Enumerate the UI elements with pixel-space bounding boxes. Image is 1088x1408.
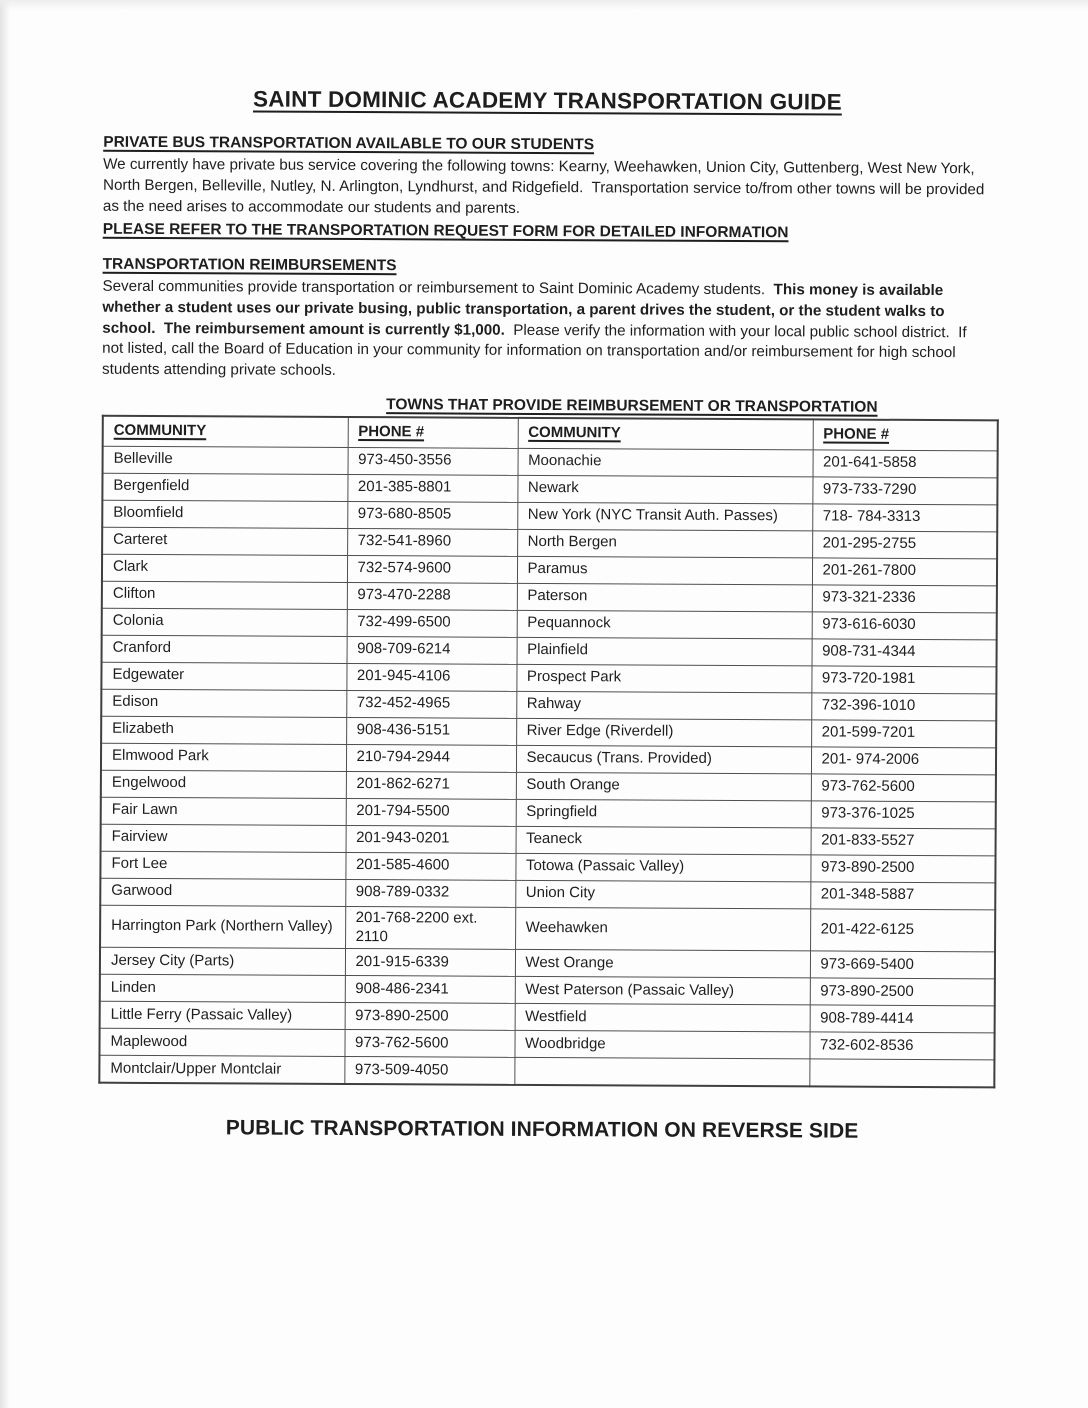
phone-cell: 973-680-8505	[347, 501, 517, 529]
phone-cell: 732-602-8536	[809, 1032, 994, 1060]
request-form-note: PLEASE REFER TO THE TRANSPORTATION REQUEST FORM FOR DETAILED INFORMATION	[102, 221, 789, 242]
phone-cell: 732-452-4965	[346, 690, 516, 718]
community-cell: Paramus	[517, 556, 812, 585]
phone-cell: 732-574-9600	[347, 555, 517, 583]
phone-cell: 973-762-5600	[344, 1030, 514, 1058]
phone-cell	[809, 1059, 994, 1087]
community-cell: Rahway	[516, 691, 811, 720]
phone-cell: 732-541-8960	[347, 528, 517, 556]
community-cell: Clark	[102, 554, 347, 582]
phone-cell: 973-762-5600	[811, 774, 996, 802]
community-cell: Elizabeth	[101, 716, 346, 744]
phone-cell: 201-599-7201	[811, 720, 996, 748]
community-cell: Fair Lawn	[101, 797, 346, 825]
phone-cell: 908-789-0332	[345, 879, 515, 907]
community-cell: Montclair/Upper Montclair	[99, 1055, 344, 1084]
community-cell: North Bergen	[517, 529, 812, 558]
community-cell: River Edge (Riverdell)	[516, 718, 811, 747]
section-reimbursements	[102, 254, 991, 385]
phone-cell: 732-396-1010	[811, 693, 996, 721]
phone-cell: 718- 784-3313	[812, 504, 997, 532]
phone-cell: 973-733-7290	[812, 477, 997, 505]
community-cell: Secaucus (Trans. Provided)	[516, 745, 811, 774]
community-cell: Harrington Park (Northern Valley)	[100, 905, 345, 949]
community-cell: Engelwood	[101, 770, 346, 798]
community-cell	[514, 1058, 809, 1087]
phone-cell: 201-348-5887	[810, 882, 995, 910]
phone-cell: 201-295-2755	[812, 531, 997, 559]
community-cell: Bloomfield	[102, 500, 347, 528]
phone-cell: 973-616-6030	[812, 612, 997, 640]
community-cell: Carteret	[102, 527, 347, 555]
community-cell: West Paterson (Passaic Valley)	[515, 977, 810, 1006]
community-cell: Newark	[517, 475, 812, 504]
phone-cell: 201-261-7800	[812, 558, 997, 586]
community-cell: New York (NYC Transit Auth. Passes)	[517, 502, 812, 531]
community-cell: Fairview	[101, 824, 346, 852]
community-cell: Teaneck	[516, 826, 811, 855]
col-header-community-1: COMMUNITY	[103, 415, 348, 447]
community-cell: West Orange	[515, 950, 810, 979]
phone-cell: 201-794-5500	[346, 798, 516, 826]
community-cell: Pequannock	[517, 610, 812, 639]
phone-cell: 908-709-6214	[347, 636, 517, 664]
private-bus-paragraph: We currently have private bus service covering the following towns: Kearny, Weehawken, Union City, Guttenberg, West New York, North Bergen, Belleville, Nutley, N. Arlington, Lyndhurst, and Ridgefield. Transportation service to/from other towns will be provided as the need arises to accommodate our students and parents.	[102, 156, 989, 217]
community-cell: Little Ferry (Passaic Valley)	[100, 1001, 345, 1029]
phone-cell: 201-768-2200 ext. 2110	[345, 906, 515, 949]
phone-cell: 973-321-2336	[812, 585, 997, 613]
col-header-community-2: COMMUNITY	[518, 418, 813, 450]
phone-cell: 908-436-5151	[346, 717, 516, 745]
phone-cell: 973-890-2500	[810, 855, 995, 883]
reimbursements-text-bold: This money is available whether a student uses our private busing, public transportation, a parent drives the student, or the student walks to school. The reimbursement amount is currently $1,000.	[102, 281, 949, 339]
table-title: TOWNS THAT PROVIDE REIMBURSEMENT OR TRANSPORTATION	[386, 395, 878, 416]
table-row	[100, 905, 995, 952]
reimbursements-paragraph	[102, 277, 991, 385]
community-cell: Linden	[100, 974, 345, 1002]
col-header-phone-2: PHONE #	[813, 419, 998, 450]
community-cell: Bergenfield	[102, 473, 347, 501]
phone-cell: 908-731-4344	[812, 639, 997, 667]
phone-cell: 201-385-8801	[347, 474, 517, 502]
phone-cell: 201-422-6125	[810, 909, 995, 952]
reimbursements-heading: TRANSPORTATION REIMBURSEMENTS	[102, 255, 397, 275]
phone-cell: 201-945-4106	[346, 663, 516, 691]
phone-cell: 732-499-6500	[347, 609, 517, 637]
table-row	[99, 1055, 994, 1087]
phone-cell: 201- 974-2006	[811, 747, 996, 775]
community-cell: Fort Lee	[100, 851, 345, 879]
community-cell: South Orange	[516, 772, 811, 801]
phone-cell: 201-833-5527	[811, 828, 996, 856]
section-private-bus	[103, 132, 992, 247]
phone-cell: 201-915-6339	[345, 949, 515, 977]
table-header-row	[103, 415, 998, 450]
community-cell: Prospect Park	[516, 664, 811, 693]
community-cell: Colonia	[102, 608, 347, 636]
community-cell: Cranford	[102, 635, 347, 663]
community-cell: Weehawken	[515, 907, 810, 951]
community-cell: Edgewater	[101, 662, 346, 690]
community-cell: Union City	[515, 880, 810, 909]
phone-cell: 973-450-3556	[348, 447, 518, 475]
community-cell: Springfield	[516, 799, 811, 828]
community-cell: Elmwood Park	[101, 743, 346, 771]
phone-cell: 973-470-2288	[347, 582, 517, 610]
community-cell: Belleville	[103, 446, 348, 474]
community-cell: Maplewood	[99, 1028, 344, 1056]
phone-cell: 908-486-2341	[345, 976, 515, 1004]
phone-cell: 201-943-0201	[346, 825, 516, 853]
community-cell: Westfield	[515, 1004, 810, 1033]
reimbursement-table	[98, 414, 998, 1088]
phone-cell: 973-890-2500	[810, 978, 995, 1006]
phone-cell: 973-890-2500	[345, 1003, 515, 1031]
phone-cell: 908-789-4414	[810, 1005, 995, 1033]
community-cell: Plainfield	[517, 637, 812, 666]
phone-cell: 973-669-5400	[810, 951, 995, 979]
phone-cell: 973-720-1981	[811, 666, 996, 694]
private-bus-heading: PRIVATE BUS TRANSPORTATION AVAILABLE TO OUR STUDENTS	[103, 133, 595, 154]
community-cell: Paterson	[517, 583, 812, 612]
community-cell: Clifton	[102, 581, 347, 609]
footer-note: PUBLIC TRANSPORTATION INFORMATION ON REVERSE SIDE	[225, 1116, 859, 1143]
community-cell: Woodbridge	[514, 1031, 809, 1060]
reimbursements-text-end: Please verify the information with your local public school district. If not listed, call the Board of Education in your community for information on transportation and/or reimbursement for high school students attending private schools.	[102, 321, 971, 380]
page-title: SAINT DOMINIC ACADEMY TRANSPORTATION GUIDE	[252, 86, 842, 115]
community-cell: Garwood	[100, 878, 345, 906]
phone-cell: 973-376-1025	[811, 801, 996, 829]
phone-cell: 201-641-5858	[813, 450, 998, 478]
phone-cell: 201-862-6271	[346, 771, 516, 799]
community-cell: Totowa (Passaic Valley)	[515, 853, 810, 882]
community-cell: Moonachie	[518, 448, 813, 477]
col-header-phone-1: PHONE #	[348, 417, 518, 448]
community-cell: Edison	[101, 689, 346, 717]
phone-cell: 201-585-4600	[345, 852, 515, 880]
phone-cell: 973-509-4050	[344, 1057, 514, 1085]
community-cell: Jersey City (Parts)	[100, 947, 345, 975]
phone-cell: 210-794-2944	[346, 744, 516, 772]
reimbursements-text-start: Several communities provide transportation or reimbursement to Saint Dominic Academy students.	[102, 278, 774, 299]
table-body	[99, 446, 997, 1088]
